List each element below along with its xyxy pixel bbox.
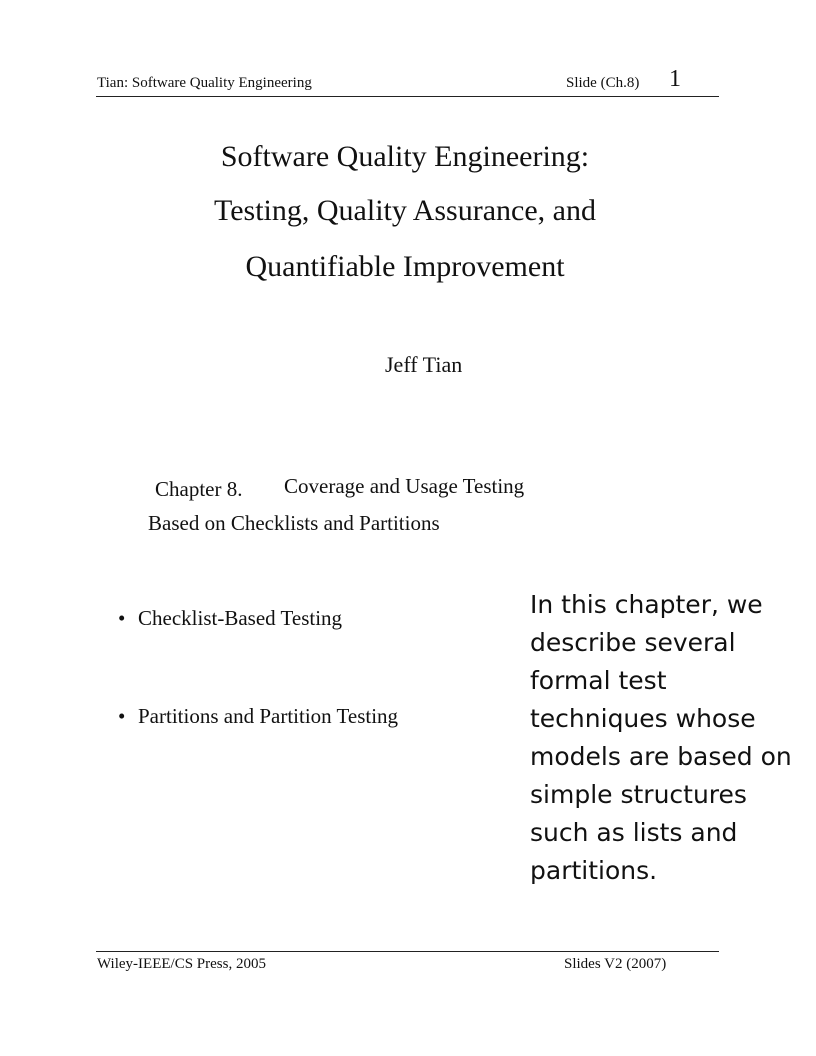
header-slide-label: Slide (Ch.8)	[566, 75, 640, 91]
bullet-dot: •	[118, 704, 126, 728]
chapter-description-note	[530, 586, 816, 890]
bullet-dot: •	[118, 606, 126, 630]
note-line: In this chapter, we	[530, 590, 763, 619]
bullet-item-checklist	[118, 606, 342, 631]
note-line: partitions.	[530, 856, 658, 885]
chapter-title-line-2: Based on Checklists and Partitions	[148, 511, 440, 535]
note-line: techniques whose	[530, 704, 756, 733]
note-line: formal test	[530, 666, 667, 695]
header-rule	[96, 96, 719, 97]
title-line-3: Quantifiable Improvement	[245, 250, 565, 283]
title-line-2: Testing, Quality Assurance, and	[214, 194, 596, 227]
chapter-title-line-1: Coverage and Usage Testing	[284, 474, 525, 498]
note-line: such as lists and	[530, 818, 738, 847]
footer-publisher: Wiley-IEEE/CS Press, 2005	[97, 956, 266, 972]
note-line: describe several	[530, 628, 736, 657]
slide-number: 1	[669, 66, 681, 92]
bullet-text: Checklist-Based Testing	[138, 606, 343, 630]
footer-rule	[96, 951, 719, 952]
note-line: simple structures	[530, 780, 747, 809]
bullet-item-partitions	[118, 704, 398, 729]
title-line-1: Software Quality Engineering:	[220, 140, 590, 173]
note-line: models are based on	[530, 742, 792, 771]
author-name: Jeff Tian	[385, 352, 463, 377]
footer-version: Slides V2 (2007)	[564, 956, 667, 972]
header-left-text: Tian: Software Quality Engineering	[97, 75, 312, 91]
bullet-text: Partitions and Partition Testing	[138, 704, 399, 728]
chapter-number: Chapter 8.	[155, 477, 243, 501]
